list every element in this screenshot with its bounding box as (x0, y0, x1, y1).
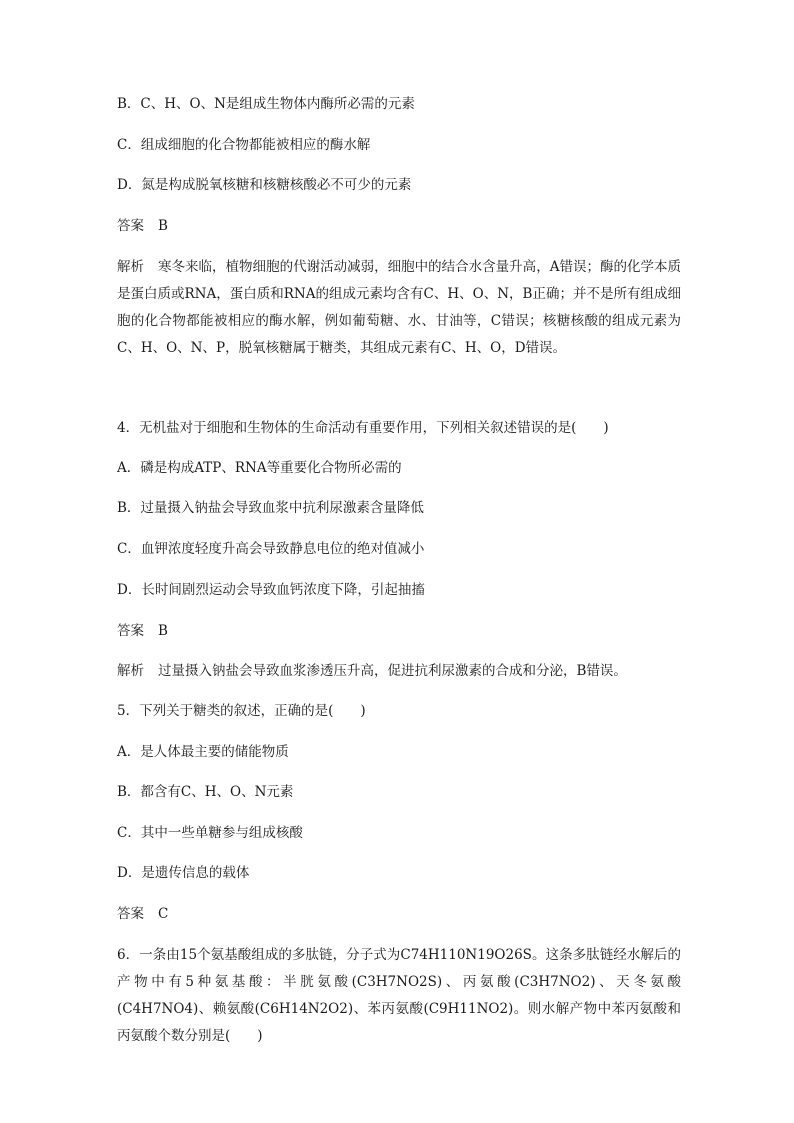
analysis-text: 过量摄入钠盐会导致血浆渗透压升高，促进抗利尿激素的合成和分泌，B错误。 (158, 663, 627, 679)
answer-label: 答案 (117, 218, 144, 234)
q4-option-b: B．过量摄入钠盐会导致血浆中抗利尿激素含量降低 (117, 500, 424, 516)
q5-option-d: D．是遗传信息的载体 (117, 865, 250, 881)
q6-formula: C74H110N19O26S (400, 947, 532, 963)
answer-value: C (158, 906, 169, 922)
q5-option-b: B．都含有C、H、O、N元素 (117, 784, 294, 800)
q3-answer (117, 216, 168, 236)
q4-analysis (117, 661, 627, 681)
analysis-text: 寒冬来临，植物细胞的代谢活动减弱，细胞中的结合水含量升高，A错误；酶的化学本质是蛋白质或RNA，蛋白质和RNA的组成元素均含有C、H、O、N，B正确；并不是所有组成细胞的化合物都能被相应的酶水解，例如葡萄糖、水、甘油等，C错误；核糖核酸的组成元素为C、H、O、N、P，脱氧核糖属于糖类，其组成元素有C、H、O，D错误。 (117, 259, 682, 356)
answer-label: 答案 (117, 906, 144, 922)
q3-option-d: D．氮是构成脱氧核糖和核糖核酸必不可少的元素 (117, 177, 412, 193)
q4-option-d: D．长时间剧烈运动会导致血钙浓度下降，引起抽搐 (117, 582, 425, 598)
q5-answer (117, 904, 168, 924)
answer-value: B (158, 623, 168, 639)
q4-option-a: A．磷是构成ATP、RNA等重要化合物所必需的 (117, 460, 402, 476)
q6-stem-prefix: 6．一条由15个氨基酸组成的多肽链，分子式为 (117, 947, 401, 963)
q3-option-c: C．组成细胞的化合物都能被相应的酶水解 (117, 137, 371, 153)
answer-label: 答案 (117, 623, 144, 639)
q6-stem-suffix: 则水解产物中苯丙氨酸和丙氨酸个数分别是( ) (117, 1001, 681, 1044)
q4-stem: 4．无机盐对于细胞和生物体的生命活动有重要作用，下列相关叙述错误的是( ) (117, 420, 609, 436)
q4-option-c: C．血钾浓度轻度升高会导致静息电位的绝对值减小 (117, 541, 425, 557)
analysis-label: 解析 (117, 663, 144, 679)
q3-option-b: B．C、H、O、N是组成生物体内酶所必需的元素 (117, 96, 415, 112)
q5-stem: 5．下列关于糖类的叙述，正确的是( ) (117, 703, 366, 719)
q5-option-a: A．是人体最主要的储能物质 (117, 744, 289, 760)
answer-value: B (158, 218, 168, 234)
q6-stem (117, 942, 681, 1050)
analysis-label: 解析 (117, 259, 145, 275)
q4-answer (117, 621, 168, 641)
q3-analysis (117, 254, 681, 362)
q5-option-c: C．其中一些单糖参与组成核酸 (117, 825, 303, 841)
q6-stem-mid: 。这条多肽链经水解后的产物中有5种氨基酸：半胱氨酸(C3H7NO2S)、丙氨酸(C3H7NO2)、天冬氨酸(C4H7NO4)、赖氨酸(C6H14N2O2)、苯丙氨酸(C9H11NO2)。 (117, 947, 681, 1017)
